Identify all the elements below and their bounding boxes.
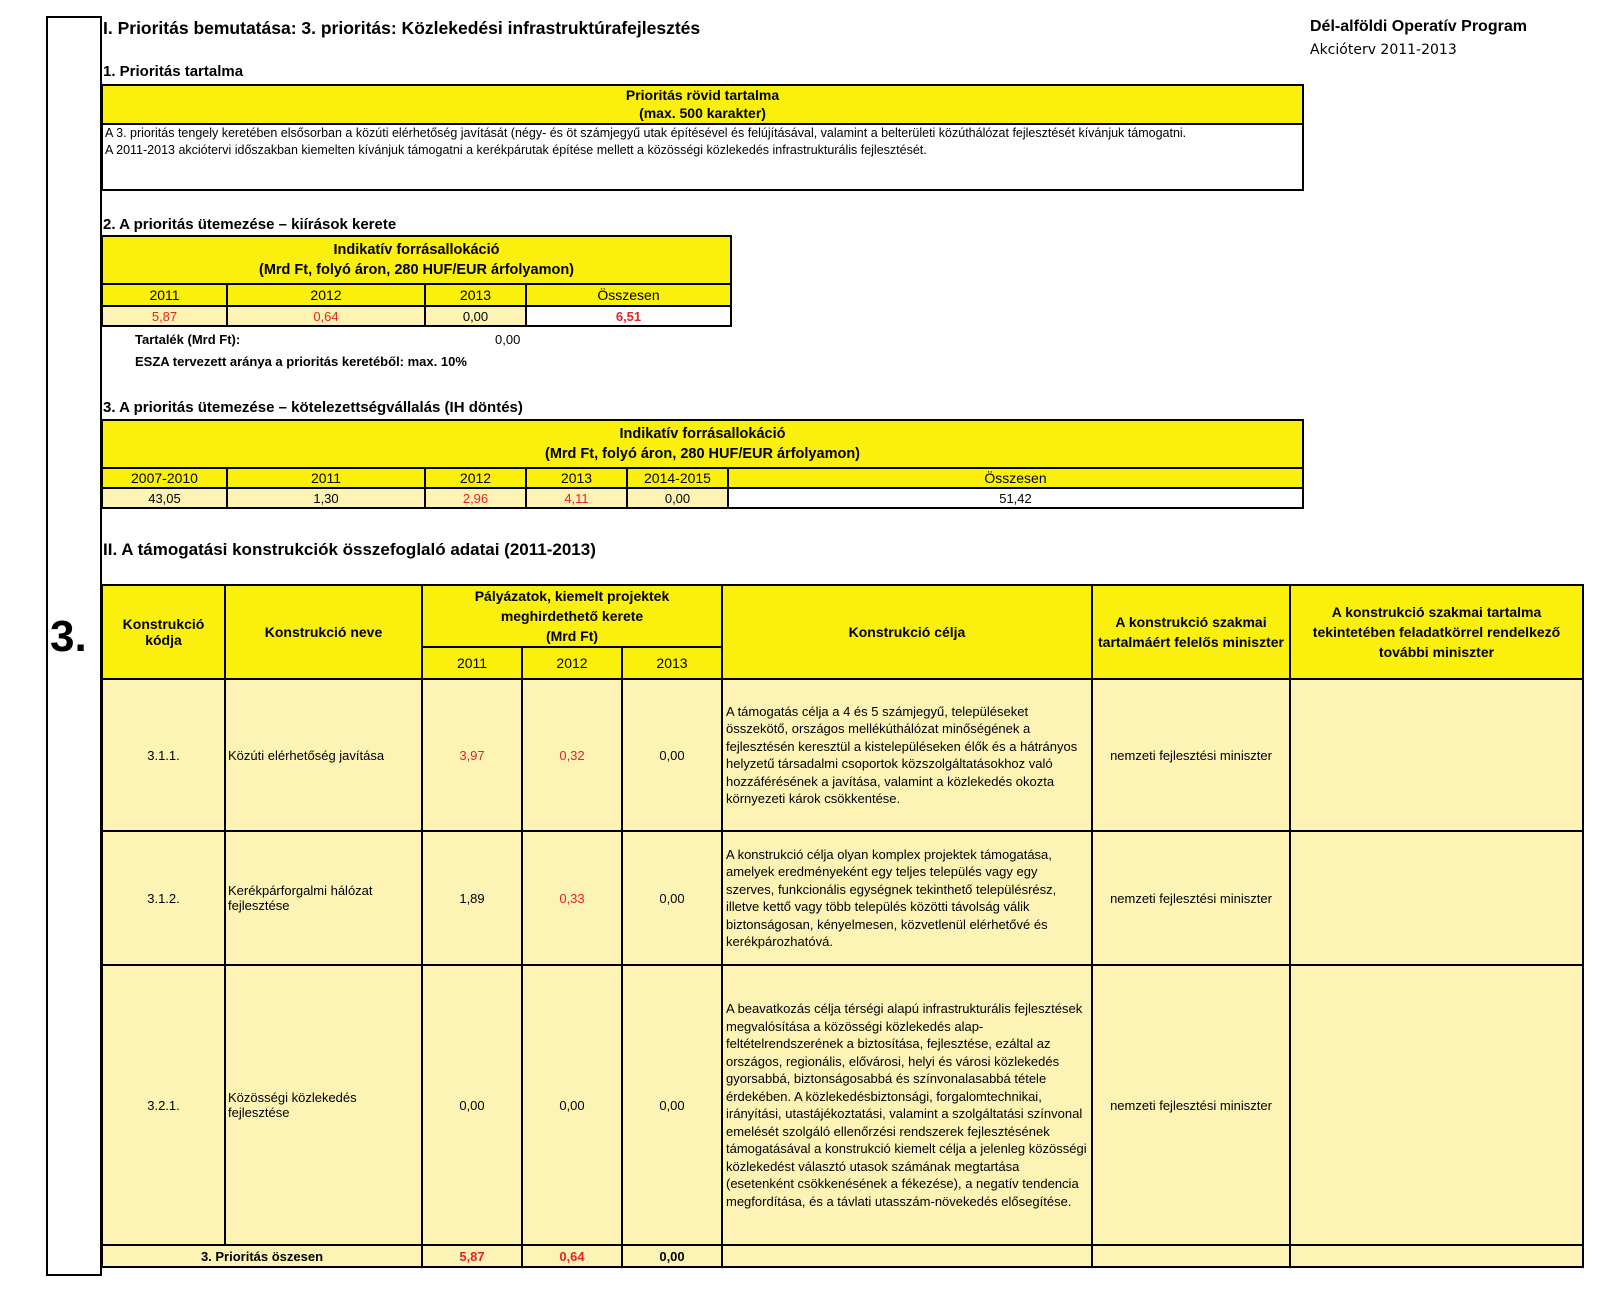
header-budget-line1: Pályázatok, kiemelt projektek (474, 588, 670, 604)
total-minister-empty (1092, 1245, 1290, 1267)
commitment-allocation-title: Indikatív forrásallokáció (619, 426, 786, 442)
calls-allocation-header (102, 236, 731, 284)
calls-year-2012: 2012 (227, 284, 425, 306)
row-code: 3.1.1. (102, 679, 225, 831)
header-budget-line2: meghirdethető kerete (500, 608, 644, 624)
row-minister: nemzeti fejlesztési miniszter (1092, 831, 1290, 965)
summary-box-title: Prioritás rövid tartalma (625, 87, 780, 103)
reserve-label: Tartalék (Mrd Ft): (135, 332, 241, 347)
commit-value-total: 51,42 (728, 488, 1303, 508)
calls-year-2011: 2011 (102, 284, 227, 306)
section2-heading: 2. A prioritás ütemezése – kiírások kerete (103, 216, 397, 233)
section3-heading: 3. A prioritás ütemezése – kötelezettségvállalás (IH döntés) (103, 399, 523, 416)
total-2013: 0,00 (622, 1245, 722, 1267)
calls-value-2011: 5,87 (102, 306, 227, 326)
total-goal-empty (722, 1245, 1092, 1267)
esza-note: ESZA tervezett aránya a prioritás keretéből: max. 10% (135, 354, 467, 369)
commitment-allocation-subtitle: (Mrd Ft, folyó áron, 280 HUF/EUR árfolyamon) (545, 446, 860, 462)
header-year-2013: 2013 (622, 647, 722, 679)
row-name: Kerékpárforgalmi hálózat fejlesztése (225, 831, 422, 965)
header-year-2012: 2012 (522, 647, 622, 679)
commit-header-2013: 2013 (526, 468, 627, 488)
program-title: Dél-alföldi Operatív Program (1310, 18, 1527, 35)
table-row (102, 965, 1583, 1245)
commit-value-2007-2010: 43,05 (102, 488, 227, 508)
header-other-minister: A konstrukció szakmai tartalma tekintetében feladatkörrel rendelkező további miniszter (1290, 585, 1583, 679)
row-2013: 0,00 (622, 965, 722, 1245)
total-2012: 0,64 (522, 1245, 622, 1267)
row-other (1290, 831, 1583, 965)
row-goal: A támogatás célja a 4 és 5 számjegyű, településeket összekötő, országos mellékúthálózat minőségének a fejlesztésén keresztül a kistelepüléseken élők és a hátrányos helyzetű társadalmi csoportok közszolgáltatásokhoz való hozzáférésének a javítása, valamint a közlekedés okozta környezeti károk csökkentése. (722, 679, 1092, 831)
row-code: 3.2.1. (102, 965, 225, 1245)
total-row (102, 1245, 1583, 1267)
commit-value-2012: 2,96 (425, 488, 526, 508)
row-minister: nemzeti fejlesztési miniszter (1092, 679, 1290, 831)
commit-header-2011: 2011 (227, 468, 425, 488)
row-2011: 3,97 (422, 679, 522, 831)
summary-text (103, 125, 1302, 159)
row-2013: 0,00 (622, 679, 722, 831)
calls-allocation-subtitle: (Mrd Ft, folyó áron, 280 HUF/EUR árfolyamon) (259, 262, 574, 278)
header-budget-line3: (Mrd Ft) (545, 628, 599, 644)
page-title: I. Prioritás bemutatása: 3. prioritás: Közlekedési infrastruktúrafejlesztés (103, 18, 701, 38)
row-2012: 0,33 (522, 831, 622, 965)
total-other-empty (1290, 1245, 1583, 1267)
row-name: Közúti elérhetőség javítása (225, 679, 422, 831)
table-row (102, 831, 1583, 965)
commit-value-2013: 4,11 (526, 488, 627, 508)
calls-year-2013: 2013 (425, 284, 526, 306)
summary-box (101, 84, 1304, 191)
calls-value-2013: 0,00 (425, 306, 526, 326)
row-2012: 0,00 (522, 965, 622, 1245)
total-label: 3. Prioritás öszesen (102, 1245, 422, 1267)
calls-value-2012: 0,64 (227, 306, 425, 326)
header-year-2011: 2011 (422, 647, 522, 679)
section4-heading: II. A támogatási konstrukciók összefoglaló adatai (2011-2013) (103, 540, 596, 559)
header-code: Konstrukció kódja (102, 585, 225, 679)
commitment-allocation-table (101, 419, 1304, 509)
calls-total-header: Összesen (526, 284, 731, 306)
row-other (1290, 965, 1583, 1245)
commit-header-2014-2015: 2014-2015 (627, 468, 728, 488)
row-minister: nemzeti fejlesztési miniszter (1092, 965, 1290, 1245)
row-name: Közösségi közlekedés fejlesztése (225, 965, 422, 1245)
row-2013: 0,00 (622, 831, 722, 965)
row-2012: 0,32 (522, 679, 622, 831)
header-budget (422, 585, 722, 647)
row-2011: 0,00 (422, 965, 522, 1245)
header-name: Konstrukció neve (225, 585, 422, 679)
commit-header-2012: 2012 (425, 468, 526, 488)
constructions-table (101, 584, 1584, 1268)
row-code: 3.1.2. (102, 831, 225, 965)
section-number: 3. (50, 612, 87, 661)
summary-text-1: A 3. prioritás tengely keretében elsősorban a közúti elérhetőség javítását (négy- és öt számjegyű utak építésével és felújításával, valamint a belterületi közúthálózat fejlesztését kívánjuk támogatni. (105, 126, 1187, 140)
row-goal: A beavatkozás célja térségi alapú infrastrukturális fejlesztések megvalósítása a közösségi közlekedés alap-feltételrendszerének a biztosítása, fejlesztése, ezáltal az országos, regionális, elővárosi, helyi és városi közlekedés gyorsabbá, biztonságosabbá és színvonalasabbá tétele érdekében. A közlekedésbiztonsági, forgalomtechnikai, irányítási, utastájékoztatási, valamint a szolgáltatási színvonal emelését szolgáló ellenőrzési rendszerek fejlesztésének támogatásával a konstrukció kiemelt célja a jelenleg közösségi közlekedést választó utasok számának megtartása (esetenként csökkenésének a fékezése), a negatív tendencia megfordítása, és a távlati utasszám-növekedés elősegítése. (722, 965, 1092, 1245)
summary-box-limit: (max. 500 karakter) (639, 105, 766, 121)
row-goal: A konstrukció célja olyan komplex projektek támogatása, amelyek eredményeként egy teljes település vagy egy szerves, funkcionális egységnek tekinthető településrész, illetve kettő vagy több település közötti távolság válik biztonságosan, kényelmesen, közvetlenül elérhetővé és kerékpározhatóvá. (722, 831, 1092, 965)
header-minister: A konstrukció szakmai tartalmáért felelős miniszter (1092, 585, 1290, 679)
header-goal: Konstrukció célja (722, 585, 1092, 679)
program-subtitle: Akcióterv 2011-2013 (1310, 42, 1457, 58)
row-other (1290, 679, 1583, 831)
calls-allocation-title: Indikatív forrásallokáció (333, 242, 500, 258)
calls-allocation-table (101, 235, 732, 327)
commit-header-2007-2010: 2007-2010 (102, 468, 227, 488)
table-row (102, 679, 1583, 831)
commit-header-total: Összesen (728, 468, 1303, 488)
reserve-value: 0,00 (495, 332, 521, 347)
commitment-allocation-header (102, 420, 1303, 468)
commit-value-2014-2015: 0,00 (627, 488, 728, 508)
calls-value-total: 6,51 (526, 306, 731, 326)
row-2011: 1,89 (422, 831, 522, 965)
summary-text-2: A 2011-2013 akciótervi időszakban kiemelten kívánjuk támogatni a kerékpárutak építése mellett a közösségi közlekedés infrastrukturális fejlesztését. (105, 143, 927, 157)
section1-heading: 1. Prioritás tartalma (103, 63, 244, 80)
summary-box-header (103, 86, 1302, 125)
commit-value-2011: 1,30 (227, 488, 425, 508)
total-2011: 5,87 (422, 1245, 522, 1267)
